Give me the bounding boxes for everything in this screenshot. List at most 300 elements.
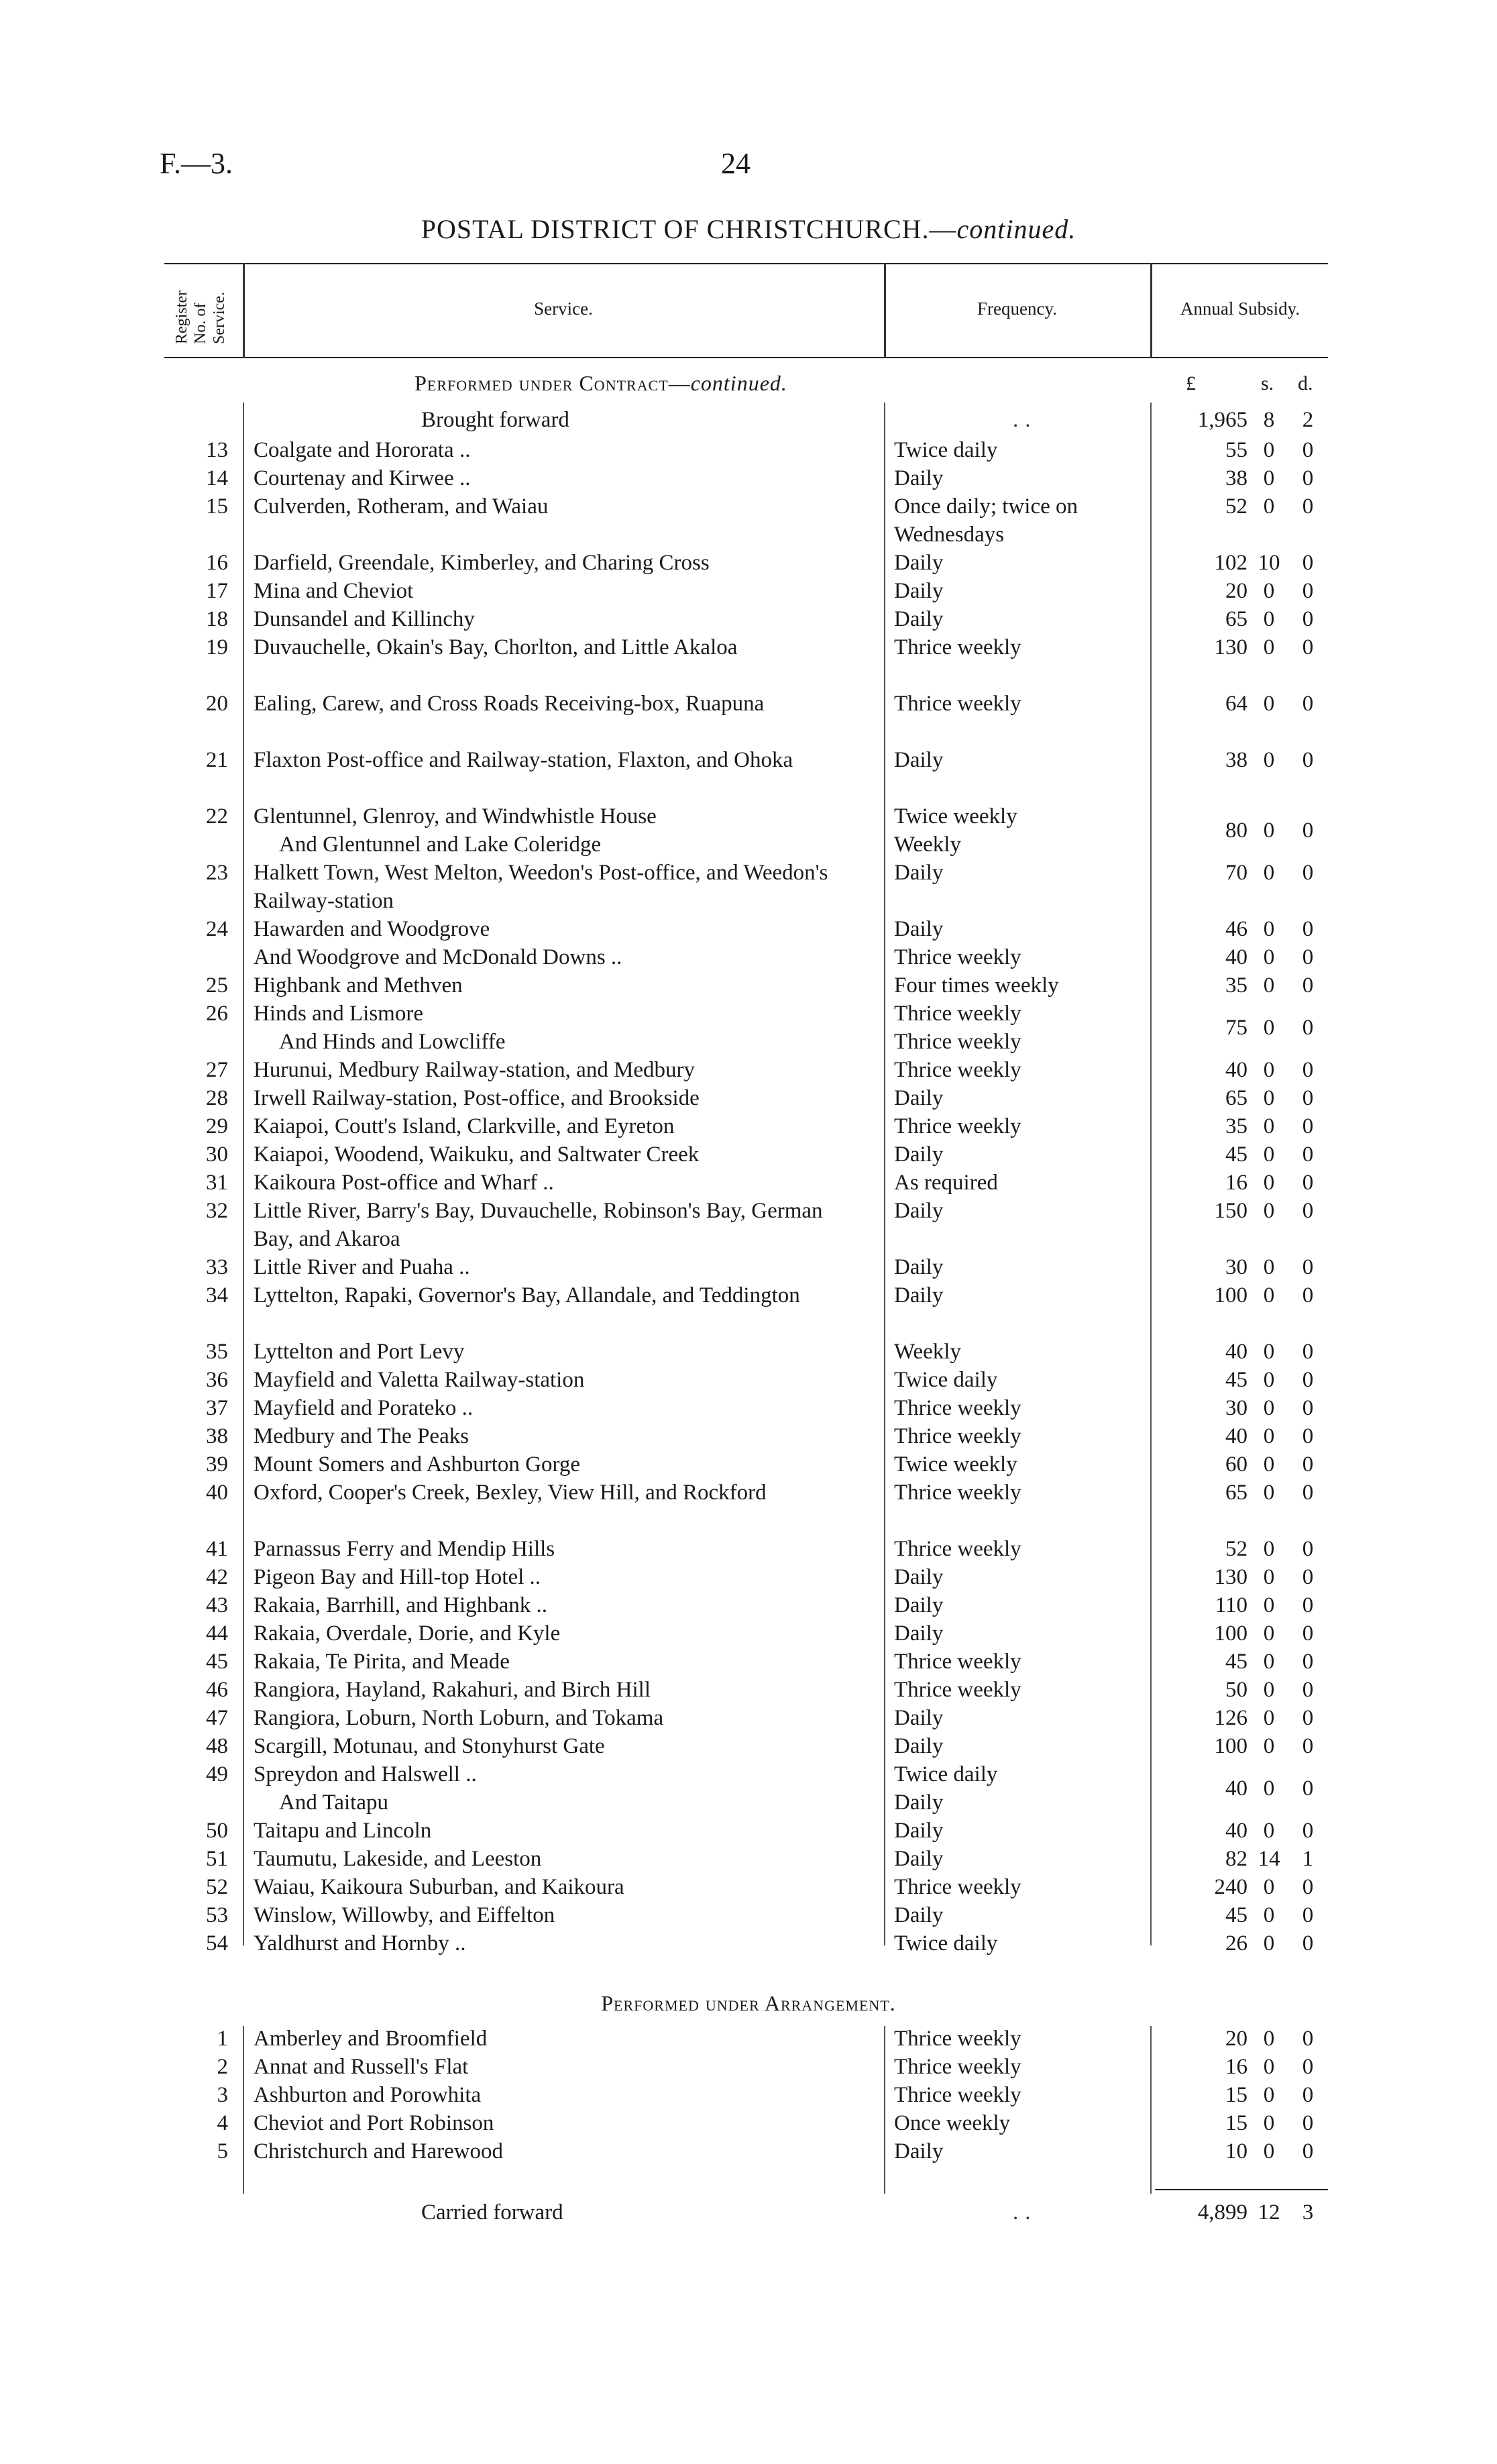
service-route: And Woodgrove and McDonald Downs .. — [254, 945, 622, 969]
frequency-sub: Thrice weekly — [894, 1030, 1021, 1054]
subsidy-shillings: 0 — [1263, 1452, 1275, 1477]
register-number: 19 — [206, 635, 228, 659]
subsidy-pounds: 240 — [1214, 1875, 1248, 1899]
subsidy-pounds: 65 — [1225, 607, 1248, 631]
register-number: 31 — [206, 1171, 228, 1195]
frequency: As required — [894, 1171, 998, 1195]
register-number: 40 — [206, 1481, 228, 1505]
subsidy-pounds: 40 — [1225, 1340, 1248, 1364]
register-number: 34 — [206, 1283, 228, 1307]
register-number: 53 — [206, 1903, 228, 1927]
table-header-rule — [164, 357, 1328, 358]
register-number: 2 — [217, 2055, 228, 2079]
frequency: Daily — [894, 1199, 944, 1223]
frequency: Thrice weekly — [894, 1424, 1021, 1448]
subsidy-pounds: 16 — [1225, 2055, 1248, 2079]
table-row — [0, 492, 1497, 549]
subsidy-pounds: 70 — [1225, 861, 1248, 885]
subsidy-pence: 0 — [1302, 861, 1314, 885]
service-route: Rakaia, Barrhill, and Highbank .. — [254, 1593, 548, 1617]
subsidy-shillings: 0 — [1263, 748, 1275, 772]
subsidy-pounds: 30 — [1225, 1396, 1248, 1420]
service-route: Christchurch and Harewood — [254, 2139, 504, 2163]
frequency: Daily — [894, 1903, 944, 1927]
subsidy-shillings: 0 — [1263, 1593, 1275, 1617]
register-header-line-1: Register — [173, 290, 190, 344]
service-route: Irwell Railway-station, Post-office, and Brookside — [254, 1086, 700, 1110]
frequency: Daily — [894, 1283, 944, 1307]
register-number: 13 — [206, 438, 228, 462]
subsidy-shillings: 0 — [1263, 1058, 1275, 1082]
subsidy-pounds: 60 — [1225, 1452, 1248, 1477]
service-route: Annat and Russell's Flat — [254, 2055, 469, 2079]
subsidy-header: Annual Subsidy. — [1180, 299, 1300, 319]
register-number: 52 — [206, 1875, 228, 1899]
subsidy-pence: 0 — [1302, 692, 1314, 716]
title-main: POSTAL DISTRICT OF CHRISTCHURCH.— — [421, 214, 957, 244]
frequency: Thrice weekly — [894, 2055, 1021, 2079]
subsidy-pounds: 65 — [1225, 1481, 1248, 1505]
service-route: Ashburton and Porowhita — [254, 2083, 482, 2107]
service-route: Lyttelton and Port Levy — [254, 1340, 465, 1364]
frequency: Once daily; twice on Wednesdays — [894, 494, 1078, 547]
service-route: Little River and Puaha .. — [254, 1255, 470, 1279]
subsidy-shillings: 0 — [1263, 1424, 1275, 1448]
table-row — [0, 802, 1497, 859]
frequency: Daily — [894, 1734, 944, 1758]
subsidy-pence: 0 — [1302, 2055, 1314, 2079]
subsidy-pounds: 100 — [1214, 1283, 1248, 1307]
frequency: Thrice weekly — [894, 945, 1021, 969]
frequency: Daily — [894, 861, 944, 885]
service-route: Medbury and The Peaks — [254, 1424, 469, 1448]
brought-forward-pounds: 1,965 — [1197, 408, 1248, 432]
subsidy-shillings: 0 — [1263, 1734, 1275, 1758]
service-route: Glentunnel, Glenroy, and Windwhistle House — [254, 804, 657, 828]
frequency: Twice daily — [894, 1368, 998, 1392]
subsidy-pounds: 40 — [1225, 1776, 1248, 1801]
frequency: Thrice weekly — [894, 1650, 1021, 1674]
section-contract-continued: continued. — [690, 371, 787, 395]
subsidy-pounds: 35 — [1225, 1114, 1248, 1138]
table-row — [0, 1760, 1497, 1817]
register-number: 44 — [206, 1621, 228, 1646]
frequency: Daily — [894, 551, 944, 575]
service-route: Parnassus Ferry and Mendip Hills — [254, 1537, 555, 1561]
service-route: Mount Somers and Ashburton Gorge — [254, 1452, 581, 1477]
table-row — [0, 1479, 1497, 1535]
subsidy-pounds: 45 — [1225, 1142, 1248, 1167]
subsidy-pence: 1 — [1302, 1847, 1314, 1871]
subsidy-shillings: 0 — [1263, 1537, 1275, 1561]
subsidy-shillings: 0 — [1263, 1114, 1275, 1138]
subsidy-pounds: 130 — [1214, 1565, 1248, 1589]
service-route: Rakaia, Overdale, Dorie, and Kyle — [254, 1621, 561, 1646]
subsidy-pounds: 40 — [1225, 1058, 1248, 1082]
carried-forward-pence: 3 — [1302, 2200, 1314, 2225]
subsidy-pounds: 30 — [1225, 1255, 1248, 1279]
subsidy-shillings: 0 — [1263, 1706, 1275, 1730]
subsidy-shillings: 0 — [1263, 1678, 1275, 1702]
frequency: Thrice weekly — [894, 2083, 1021, 2107]
subsidy-pence: 0 — [1302, 1650, 1314, 1674]
subsidy-pence: 0 — [1302, 1776, 1314, 1801]
register-number: 54 — [206, 1931, 228, 1956]
service-route: Rangiora, Hayland, Rakahuri, and Birch Hill — [254, 1678, 651, 1702]
service-route: Duvauchelle, Okain's Bay, Chorlton, and Little Akaloa — [254, 635, 738, 659]
register-number: 43 — [206, 1593, 228, 1617]
service-route: Highbank and Methven — [254, 973, 463, 998]
subsidy-shillings: 0 — [1263, 494, 1275, 519]
subsidy-pounds: 20 — [1225, 2027, 1248, 2051]
subsidy-shillings: 0 — [1263, 466, 1275, 490]
subsidy-pounds: 100 — [1214, 1734, 1248, 1758]
frequency: Daily — [894, 917, 944, 941]
subsidy-shillings: 0 — [1263, 1368, 1275, 1392]
frequency: Thrice weekly — [894, 1114, 1021, 1138]
service-route: Dunsandel and Killinchy — [254, 607, 475, 631]
service-route-sub: And Hinds and Lowcliffe — [279, 1030, 506, 1054]
subsidy-shillings: 0 — [1263, 607, 1275, 631]
table-top-rule — [164, 263, 1328, 264]
subsidy-shillings: 0 — [1263, 2083, 1275, 2107]
subsidy-shillings: 10 — [1258, 551, 1280, 575]
subsidy-pounds: 80 — [1225, 818, 1248, 843]
subsidy-pence: 0 — [1302, 818, 1314, 843]
service-route: Darfield, Greendale, Kimberley, and Charing Cross — [254, 551, 710, 575]
frequency: Daily — [894, 1706, 944, 1730]
register-number: 45 — [206, 1650, 228, 1674]
carried-forward-shillings: 12 — [1258, 2200, 1280, 2225]
subsidy-pence: 0 — [1302, 1283, 1314, 1307]
service-route: Coalgate and Hororata .. — [254, 438, 471, 462]
page-ref: F.—3. — [160, 147, 233, 180]
subsidy-pounds: 82 — [1225, 1847, 1248, 1871]
subsidy-pounds: 52 — [1225, 1537, 1248, 1561]
frequency-sub: Daily — [894, 1790, 944, 1815]
subsidy-pounds: 40 — [1225, 945, 1248, 969]
brought-forward-pence: 2 — [1302, 408, 1314, 432]
register-number: 22 — [206, 804, 228, 828]
subsidy-pence: 0 — [1302, 1396, 1314, 1420]
frequency: Daily — [894, 1565, 944, 1589]
service-route: Taitapu and Lincoln — [254, 1819, 432, 1843]
service-route: Kaiapoi, Coutt's Island, Clarkville, and Eyreton — [254, 1114, 675, 1138]
subsidy-pence: 0 — [1302, 1875, 1314, 1899]
subsidy-pence: 0 — [1302, 2139, 1314, 2163]
subsidy-shillings: 0 — [1263, 1255, 1275, 1279]
subsidy-pence: 0 — [1302, 494, 1314, 519]
register-number: 28 — [206, 1086, 228, 1110]
subsidy-pence: 0 — [1302, 1368, 1314, 1392]
pence-symbol: d. — [1298, 372, 1313, 394]
subsidy-pounds: 55 — [1225, 438, 1248, 462]
service-route: Culverden, Rotheram, and Waiau — [254, 494, 549, 519]
section-arrangement-heading: Performed under Arrangement. — [601, 1991, 896, 2015]
frequency-header: Frequency. — [977, 299, 1057, 319]
subsidy-pence: 0 — [1302, 1931, 1314, 1956]
frequency: Daily — [894, 1819, 944, 1843]
subsidy-pounds: 130 — [1214, 635, 1248, 659]
frequency: Daily — [894, 1142, 944, 1167]
table-row — [0, 859, 1497, 915]
subsidy-pounds: 16 — [1225, 1171, 1248, 1195]
section-contract-label: Performed under Contract— — [414, 371, 691, 395]
subsidy-pounds: 15 — [1225, 2083, 1248, 2107]
subsidy-pounds: 45 — [1225, 1650, 1248, 1674]
service-route: Spreydon and Halswell .. — [254, 1762, 477, 1786]
subsidy-pence: 0 — [1302, 607, 1314, 631]
subsidy-shillings: 0 — [1263, 1396, 1275, 1420]
subsidy-pence: 0 — [1302, 1565, 1314, 1589]
table-row — [0, 1281, 1497, 1338]
frequency: Daily — [894, 466, 944, 490]
subsidy-pounds: 126 — [1214, 1706, 1248, 1730]
subsidy-pounds: 150 — [1214, 1199, 1248, 1223]
service-route: Rakaia, Te Pirita, and Meade — [254, 1650, 510, 1674]
subsidy-pence: 0 — [1302, 2027, 1314, 2051]
service-route: Mayfield and Valetta Railway-station — [254, 1368, 585, 1392]
service-header: Service. — [534, 299, 593, 319]
register-number: 17 — [206, 579, 228, 603]
subsidy-pounds: 20 — [1225, 579, 1248, 603]
subsidy-pounds: 45 — [1225, 1368, 1248, 1392]
register-number: 18 — [206, 607, 228, 631]
subsidy-pence: 0 — [1302, 466, 1314, 490]
subsidy-pounds: 40 — [1225, 1424, 1248, 1448]
service-route: Ealing, Carew, and Cross Roads Receiving-box, Ruapuna — [254, 692, 765, 716]
subsidy-pence: 0 — [1302, 1016, 1314, 1040]
subsidy-shillings: 0 — [1263, 1650, 1275, 1674]
register-number: 24 — [206, 917, 228, 941]
register-number: 29 — [206, 1114, 228, 1138]
table-row — [0, 633, 1497, 690]
frequency: Thrice weekly — [894, 1002, 1021, 1026]
subsidy-pence: 0 — [1302, 1621, 1314, 1646]
service-route: Hawarden and Woodgrove — [254, 917, 490, 941]
subsidy-pence: 0 — [1302, 1086, 1314, 1110]
service-route: Rangiora, Loburn, North Loburn, and Tokama — [254, 1706, 664, 1730]
register-number: 21 — [206, 748, 228, 772]
subsidy-pounds: 40 — [1225, 1819, 1248, 1843]
subsidy-shillings: 0 — [1263, 2055, 1275, 2079]
subsidy-pence: 0 — [1302, 635, 1314, 659]
frequency: Twice weekly — [894, 1452, 1017, 1477]
frequency: Daily — [894, 1255, 944, 1279]
register-number: 23 — [206, 861, 228, 885]
subsidy-pence: 0 — [1302, 1058, 1314, 1082]
subsidy-shillings: 0 — [1263, 1283, 1275, 1307]
service-route: Cheviot and Port Robinson — [254, 2111, 494, 2135]
subsidy-pounds: 38 — [1225, 466, 1248, 490]
frequency: Thrice weekly — [894, 635, 1021, 659]
subsidy-pence: 0 — [1302, 551, 1314, 575]
subsidy-pounds: 45 — [1225, 1903, 1248, 1927]
subsidy-pounds: 50 — [1225, 1678, 1248, 1702]
subsidy-shillings: 0 — [1263, 1565, 1275, 1589]
title-continued: continued. — [956, 214, 1076, 244]
subsidy-pence: 0 — [1302, 1452, 1314, 1477]
subsidy-shillings: 0 — [1263, 2111, 1275, 2135]
frequency: Thrice weekly — [894, 1058, 1021, 1082]
register-number: 26 — [206, 1002, 228, 1026]
frequency: Daily — [894, 2139, 944, 2163]
subsidy-pounds: 75 — [1225, 1016, 1248, 1040]
register-number: 50 — [206, 1819, 228, 1843]
table-row — [0, 690, 1497, 746]
subsidy-pence: 0 — [1302, 1706, 1314, 1730]
service-route: Courtenay and Kirwee .. — [254, 466, 471, 490]
subsidy-shillings: 0 — [1263, 692, 1275, 716]
frequency: Daily — [894, 1593, 944, 1617]
register-header-line-3: Service. — [211, 292, 228, 344]
frequency: Thrice weekly — [894, 1678, 1021, 1702]
frequency: Twice daily — [894, 1762, 998, 1786]
subsidy-pounds: 46 — [1225, 917, 1248, 941]
table-row — [0, 746, 1497, 802]
frequency: Once weekly — [894, 2111, 1011, 2135]
subsidy-pence: 0 — [1302, 1142, 1314, 1167]
register-number: 37 — [206, 1396, 228, 1420]
subsidy-pence: 0 — [1302, 1340, 1314, 1364]
register-number: 38 — [206, 1424, 228, 1448]
subsidy-shillings: 0 — [1263, 1621, 1275, 1646]
table-row — [0, 2137, 1497, 2194]
subsidy-pounds: 102 — [1214, 551, 1248, 575]
total-rule — [1155, 2189, 1328, 2190]
register-header — [168, 265, 235, 359]
service-route: Hinds and Lismore — [254, 1002, 423, 1026]
subsidy-shillings: 0 — [1263, 1016, 1275, 1040]
service-route: Pigeon Bay and Hill-top Hotel .. — [254, 1565, 541, 1589]
frequency: Weekly — [894, 1340, 961, 1364]
subsidy-pounds: 100 — [1214, 1621, 1248, 1646]
frequency: Thrice weekly — [894, 1481, 1021, 1505]
service-route: Hurunui, Medbury Railway-station, and Medbury — [254, 1058, 696, 1082]
brought-forward-shillings: 8 — [1263, 408, 1275, 432]
page-number: 24 — [721, 147, 751, 180]
frequency: Thrice weekly — [894, 1537, 1021, 1561]
frequency: Thrice weekly — [894, 1875, 1021, 1899]
frequency: Twice daily — [894, 438, 998, 462]
subsidy-shillings: 0 — [1263, 1903, 1275, 1927]
subsidy-shillings: 0 — [1263, 1819, 1275, 1843]
subsidy-pounds: 38 — [1225, 748, 1248, 772]
subsidy-shillings: 0 — [1263, 1199, 1275, 1223]
register-number: 20 — [206, 692, 228, 716]
service-route: Winslow, Willowby, and Eiffelton — [254, 1903, 555, 1927]
service-route: Amberley and Broomfield — [254, 2027, 488, 2051]
subsidy-pence: 0 — [1302, 1593, 1314, 1617]
table-row — [0, 1929, 1497, 1986]
carried-forward-label: Carried forward — [421, 2200, 563, 2225]
register-number: 15 — [206, 494, 228, 519]
register-number: 47 — [206, 1706, 228, 1730]
table-row — [0, 1000, 1497, 1056]
subsidy-shillings: 0 — [1263, 1086, 1275, 1110]
subsidy-shillings: 0 — [1263, 861, 1275, 885]
frequency: Twice daily — [894, 1931, 998, 1956]
frequency: Daily — [894, 1086, 944, 1110]
brought-forward-dots: .. — [1013, 408, 1038, 432]
section-contract-heading — [0, 371, 1349, 396]
page-title — [0, 213, 1497, 245]
service-route: Mayfield and Porateko .. — [254, 1396, 474, 1420]
subsidy-pounds: 65 — [1225, 1086, 1248, 1110]
register-number: 14 — [206, 466, 228, 490]
subsidy-pounds: 10 — [1225, 2139, 1248, 2163]
service-route: Halkett Town, West Melton, Weedon's Post-office, and Weedon's Railway-station — [254, 861, 828, 913]
subsidy-shillings: 0 — [1263, 1171, 1275, 1195]
pounds-symbol: £ — [1186, 372, 1196, 394]
register-number: 32 — [206, 1199, 228, 1223]
service-route: Yaldhurst and Hornby .. — [254, 1931, 466, 1956]
service-route: Scargill, Motunau, and Stonyhurst Gate — [254, 1734, 605, 1758]
subsidy-pounds: 26 — [1225, 1931, 1248, 1956]
frequency: Daily — [894, 748, 944, 772]
table-row — [0, 1197, 1497, 1253]
service-route: Kaiapoi, Woodend, Waikuku, and Saltwater Creek — [254, 1142, 700, 1167]
frequency: Thrice weekly — [894, 692, 1021, 716]
register-number: 39 — [206, 1452, 228, 1477]
subsidy-pence: 0 — [1302, 1819, 1314, 1843]
service-route: Mina and Cheviot — [254, 579, 414, 603]
register-number: 16 — [206, 551, 228, 575]
service-route: Little River, Barry's Bay, Duvauchelle, Robinson's Bay, German Bay, and Akaroa — [254, 1199, 823, 1251]
subsidy-pence: 0 — [1302, 1171, 1314, 1195]
subsidy-shillings: 0 — [1263, 1340, 1275, 1364]
subsidy-shillings: 14 — [1258, 1847, 1280, 1871]
service-route: Waiau, Kaikoura Suburban, and Kaikoura — [254, 1875, 624, 1899]
subsidy-shillings: 0 — [1263, 579, 1275, 603]
subsidy-shillings: 0 — [1263, 973, 1275, 998]
register-number: 1 — [217, 2027, 228, 2051]
frequency-sub: Weekly — [894, 833, 961, 857]
subsidy-shillings: 0 — [1263, 818, 1275, 843]
register-number: 42 — [206, 1565, 228, 1589]
subsidy-pence: 0 — [1302, 1114, 1314, 1138]
register-number: 41 — [206, 1537, 228, 1561]
subsidy-pounds: 52 — [1225, 494, 1248, 519]
register-number: 27 — [206, 1058, 228, 1082]
register-number: 49 — [206, 1762, 228, 1786]
subsidy-pence: 0 — [1302, 1255, 1314, 1279]
frequency: Thrice weekly — [894, 2027, 1021, 2051]
register-number: 25 — [206, 973, 228, 998]
subsidy-shillings: 0 — [1263, 1875, 1275, 1899]
subsidy-pence: 0 — [1302, 1481, 1314, 1505]
register-number: 33 — [206, 1255, 228, 1279]
subsidy-pence: 0 — [1302, 945, 1314, 969]
subsidy-pence: 0 — [1302, 1199, 1314, 1223]
register-number: 48 — [206, 1734, 228, 1758]
subsidy-pounds: 15 — [1225, 2111, 1248, 2135]
subsidy-pence: 0 — [1302, 2111, 1314, 2135]
register-number: 36 — [206, 1368, 228, 1392]
frequency: Four times weekly — [894, 973, 1059, 998]
service-route-sub: And Taitapu — [279, 1790, 388, 1815]
subsidy-shillings: 0 — [1263, 945, 1275, 969]
subsidy-pence: 0 — [1302, 1537, 1314, 1561]
subsidy-pence: 0 — [1302, 748, 1314, 772]
brought-forward-label: Brought forward — [421, 408, 569, 432]
carried-forward-dots: .. — [1013, 2200, 1038, 2225]
register-number: 3 — [217, 2083, 228, 2107]
subsidy-shillings: 0 — [1263, 2027, 1275, 2051]
subsidy-shillings: 0 — [1263, 2139, 1275, 2163]
subsidy-shillings: 0 — [1263, 635, 1275, 659]
register-number: 51 — [206, 1847, 228, 1871]
